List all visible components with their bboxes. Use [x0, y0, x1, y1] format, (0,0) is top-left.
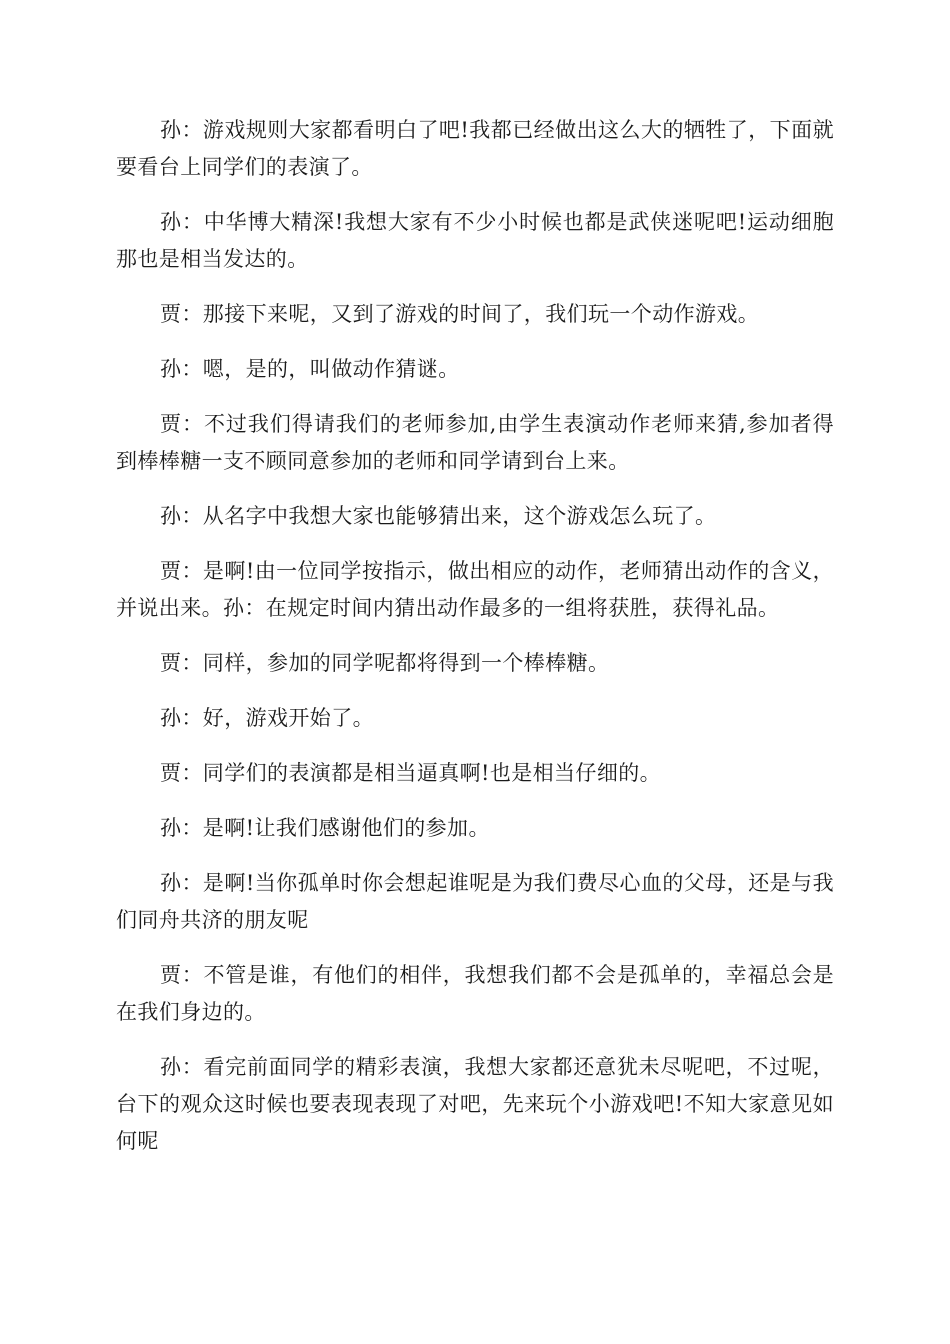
dialogue-paragraph-8: 贾：同样，参加的同学呢都将得到一个棒棒糖。	[160, 651, 610, 675]
dialogue-paragraph-5: 贾：不过我们得请我们的老师参加,由学生表演动作老师来猜,参加者得到棒棒糖一支不顾同意参加的老师和同学请到台上来。	[116, 412, 834, 473]
dialogue-paragraph-7: 贾：是啊!由一位同学按指示，做出相应的动作，老师猜出动作的含义，并说出来。孙：在规定时间内猜出动作最多的一组将获胜，获得礼品。	[116, 559, 834, 620]
dialogue-paragraph-4: 孙：嗯，是的，叫做动作猜谜。	[160, 357, 460, 381]
dialogue-paragraph-9: 孙：好，游戏开始了。	[160, 706, 374, 730]
dialogue-paragraph-10: 贾：同学们的表演都是相当逼真啊!也是相当仔细的。	[160, 761, 662, 785]
dialogue-paragraph-13: 贾：不管是谁，有他们的相伴，我想我们都不会是孤单的，幸福总会是在我们身边的。	[116, 963, 834, 1024]
dialogue-paragraph-6: 孙：从名字中我想大家也能够猜出来，这个游戏怎么玩了。	[160, 504, 717, 528]
dialogue-paragraph-14: 孙：看完前面同学的精彩表演，我想大家都还意犹未尽呢吧，不过呢，台下的观众这时候也要表现表现了对吧，先来玩个小游戏吧!不知大家意见如何呢	[116, 1055, 834, 1153]
dialogue-paragraph-3: 贾：那接下来呢，又到了游戏的时间了，我们玩一个动作游戏。	[160, 302, 760, 326]
dialogue-paragraph-2: 孙：中华博大精深!我想大家有不少小时候也都是武侠迷呢吧!运动细胞那也是相当发达的。	[116, 210, 834, 271]
document-body	[116, 112, 834, 1178]
dialogue-paragraph-12: 孙：是啊!当你孤单时你会想起谁呢是为我们费尽心血的父母，还是与我们同舟共济的朋友呢	[116, 871, 834, 932]
dialogue-paragraph-11: 孙：是啊!让我们感谢他们的参加。	[160, 816, 490, 840]
dialogue-paragraph-1: 孙：游戏规则大家都看明白了吧!我都已经做出这么大的牺牲了，下面就要看台上同学们的表演了。	[116, 118, 834, 179]
